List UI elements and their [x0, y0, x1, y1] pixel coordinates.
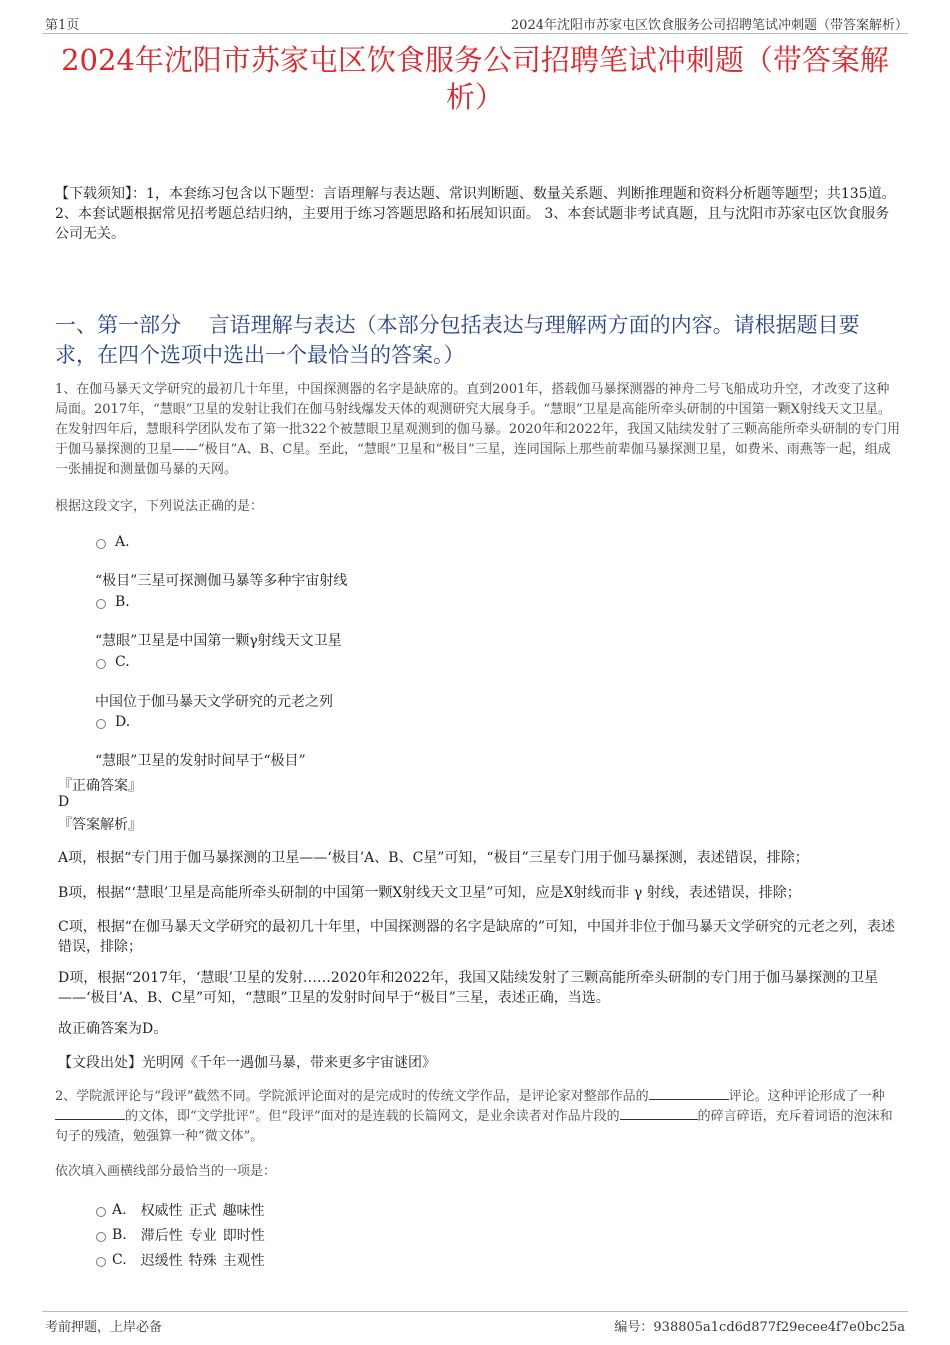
- radio-icon[interactable]: [96, 599, 106, 609]
- q1-option-a-text: “极目”三星可探测伽马暴等多种宇宙射线: [95, 573, 348, 589]
- q2-option-b[interactable]: [96, 1225, 271, 1245]
- section-heading: 一、第一部分 言语理解与表达（本部分包括表达与理解两方面的内容。请根据题目要求，在四个选项中选出一个最恰当的答案。）: [55, 313, 860, 367]
- option-word: 即时性: [222, 1228, 265, 1244]
- blank-line: [55, 1107, 125, 1120]
- option-word: 权威性: [140, 1203, 183, 1219]
- q1-option-b[interactable]: [96, 594, 130, 610]
- q1-option-c-text: 中国位于伽马暴天文学研究的元老之列: [95, 694, 333, 710]
- analysis-label: 『答案解析』: [58, 817, 142, 833]
- option-word: 特殊: [188, 1253, 217, 1269]
- analysis-b: B项，根据“‘慧眼’卫星是高能所牵头研制的中国第一颗X射线天文卫星”可知，应是X射线而非 γ 射线，表述错误，排除；: [58, 885, 801, 901]
- radio-icon[interactable]: [96, 719, 106, 729]
- footer-doc-id: 编号：938805a1cd6d877f29ecee4f7e0bc25a: [614, 1320, 905, 1335]
- option-letter: D.: [115, 714, 131, 730]
- analysis-a: A项，根据“专门用于伽马暴探测的卫星——‘极目’A、B、C星”可知，“极目”三星专门用于伽马暴探测，表述错误，排除；: [58, 850, 809, 866]
- q2-stem-part: 的文体，即“文学批评”。但“段评”面对的是连载的长篇网文，是业余读者对作品片段的: [125, 1109, 620, 1124]
- q1-option-d[interactable]: [96, 714, 130, 730]
- q1-option-c[interactable]: [96, 654, 130, 670]
- answer-label: 『正确答案』: [58, 778, 142, 794]
- answer-value: D: [58, 794, 70, 810]
- q2-option-c[interactable]: [96, 1250, 271, 1270]
- page-number: 第1页: [45, 18, 80, 33]
- header-divider: [42, 33, 908, 34]
- option-letter: A.: [115, 534, 130, 550]
- option-word: 正式: [188, 1203, 217, 1219]
- header-doc-title: 2024年沈阳市苏家屯区饮食服务公司招聘笔试冲刺题（带答案解析）: [510, 18, 908, 33]
- option-word: 滞后性: [140, 1228, 183, 1244]
- blank-line: [620, 1107, 698, 1120]
- q2-stem-part: 2、学院派评论与“段评”截然不同。学院派评论面对的是完成时的传统文学作品，是评论家对整部作品的: [55, 1089, 649, 1104]
- option-word: 主观性: [222, 1253, 265, 1269]
- option-letter: B.: [115, 594, 130, 610]
- footer-slogan: 考前押题，上岸必备: [45, 1320, 163, 1335]
- option-letter: C.: [115, 654, 130, 670]
- download-notice: 【下载须知】：1，本套练习包含以下题型：言语理解与表达题、常识判断题、数量关系题、判断推理题和资料分析题等题型；共135道。 2、本套试题根据常见招考题总结归纳，主要用于练习答题思路和拓展知识面。 3、本套试题非考试真题，且与沈阳市苏家屯区饮食服务公司无关。: [55, 186, 896, 242]
- radio-icon[interactable]: [96, 1207, 106, 1217]
- option-word: 趣味性: [222, 1203, 265, 1219]
- radio-icon[interactable]: [96, 659, 106, 669]
- q1-option-d-text: “慧眼”卫星的发射时间早于“极目”: [95, 753, 306, 769]
- source-citation: 【文段出处】光明网《千年一遇伽马暴，带来更多宇宙谜团》: [58, 1055, 436, 1071]
- option-letter: B.: [112, 1227, 127, 1243]
- option-word: 专业: [188, 1228, 217, 1244]
- question-1-prompt: 根据这段文字，下列说法正确的是：: [55, 499, 264, 514]
- q1-option-a[interactable]: [96, 534, 130, 550]
- radio-icon[interactable]: [96, 539, 106, 549]
- q2-stem-part: 评论。这种评论形成了一种: [728, 1089, 885, 1104]
- q2-stem-part: 的碎言碎语，充斥着词语的泡沫和句子的残渣，勉强算一种“微文体”。: [55, 1109, 893, 1144]
- question-1-stem: 1、在伽马暴天文学研究的最初几十年里，中国探测器的名字是缺席的。直到2001年，搭载伽马暴探测器的神舟二号飞船成功升空，才改变了这种局面。2017年，“慧眼”卫星的发射让我们在伽马射线爆发天体的观测研究大展身手。“慧眼”卫星是高能所牵头研制的中国第一颗X射线天文卫星。在发射四年后，慧眼科学团队发布了第一批322个被慧眼卫星观测到的伽马暴。2020年和2022年，我国又陆续发射了三颗高能所牵头研制的专门用于伽马暴探测的卫星——“极目”A、B、C星。至此，“慧眼”卫星和“极目”三星，连同国际上那些前辈伽马暴探测卫星，如费米、雨燕等一起，组成一张捕捉和测量伽马暴的天网。: [55, 382, 900, 477]
- analysis-c: C项，根据“在伽马暴天文学研究的最初几十年里，中国探测器的名字是缺席的”可知，中国并非位于伽马暴天文学研究的元老之列，表述错误，排除；: [58, 919, 896, 955]
- blank-line: [649, 1087, 729, 1100]
- footer-divider: [42, 1311, 908, 1312]
- analysis-d: D项，根据“2017年，‘慧眼’卫星的发射……2020年和2022年，我国又陆续发射了三颗高能所牵头研制的专门用于伽马暴探测的卫星——‘极目’A、B、C星”可知，“慧眼”卫星的发射时间早于“极目”三星，表述正确，当选。: [58, 970, 879, 1006]
- option-letter: C.: [112, 1252, 127, 1268]
- radio-icon[interactable]: [96, 1232, 106, 1242]
- q2-option-a[interactable]: [96, 1200, 271, 1220]
- question-2-prompt: 依次填入画横线部分最恰当的一项是：: [55, 1164, 277, 1179]
- q1-option-b-text: “慧眼”卫星是中国第一颗γ射线天文卫星: [95, 633, 342, 649]
- radio-icon[interactable]: [96, 1257, 106, 1267]
- analysis-conclusion: 故正确答案为D。: [58, 1021, 168, 1037]
- option-letter: A.: [112, 1202, 127, 1218]
- document-title: 2024年沈阳市苏家屯区饮食服务公司招聘笔试冲刺题（带答案解析）: [61, 43, 889, 114]
- question-2-stem: [55, 1087, 900, 1147]
- option-word: 迟缓性: [140, 1253, 183, 1269]
